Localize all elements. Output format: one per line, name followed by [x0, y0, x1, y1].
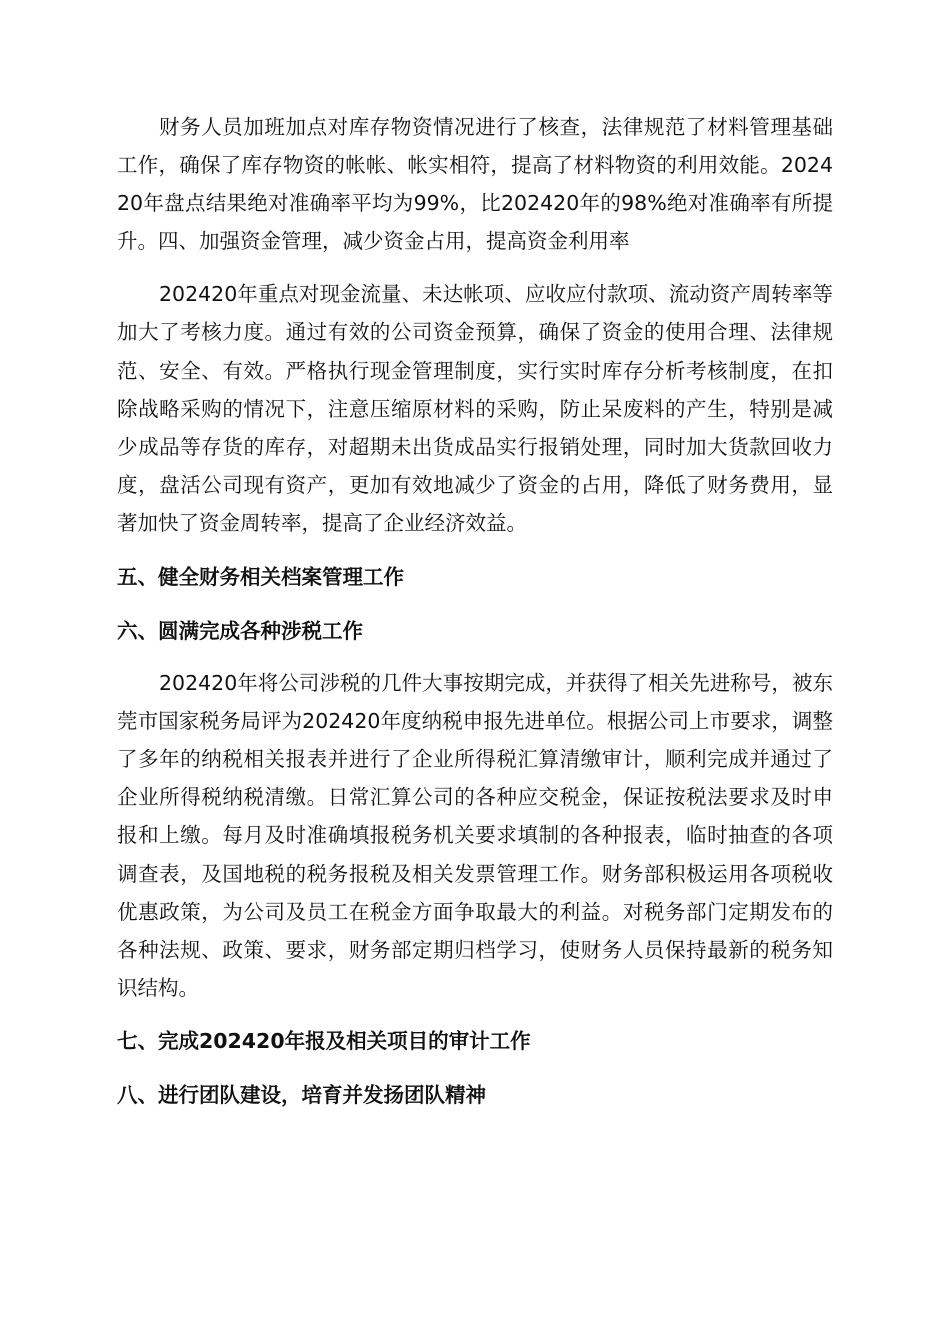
document-page — [117, 108, 833, 1114]
section-heading-archives: 五、健全财务相关档案管理工作 — [117, 565, 404, 590]
body-paragraph-inventory: 财务人员加班加点对库存物资情况进行了核查，法律规范了材料管理基础工作，确保了库存物资的帐帐、帐实相符，提高了材料物资的利用效能。202420年盘点结果绝对准确率平均为99%，比202420年的98%绝对准确率有所提升。四、加强资金管理，减少资金占用，提高资金利用率 — [117, 115, 833, 254]
section-heading-team: 八、进行团队建设，培育并发扬团队精神 — [117, 1082, 486, 1107]
body-paragraph-tax-work: 202420年将公司涉税的几件大事按期完成，并获得了相关先进称号，被东莞市国家税务局评为202420年度纳税申报先进单位。根据公司上市要求，调整了多年的纳税相关报表并进行了企业所得税汇算清缴审计，顺利完成并通过了企业所得税纳税清缴。日常汇算公司的各种应交税金，保证按税法要求及时申报和上缴。每月及时准确填报税务机关要求填制的各种报表，临时抽查的各项调查表，及国地税的税务报税及相关发票管理工作。财务部积极运用各项税收优惠政策，为公司及员工在税金方面争取最大的利益。对税务部门定期发布的各种法规、政策、要求，财务部定期归档学习，使财务人员保持最新的税务知识结构。 — [117, 671, 833, 1000]
section-heading-tax: 六、圆满完成各种涉税工作 — [117, 619, 363, 644]
section-heading-audit: 七、完成202420年报及相关项目的审计工作 — [117, 1028, 531, 1053]
body-paragraph-cash-management: 202420年重点对现金流量、未达帐项、应收应付款项、流动资产周转率等加大了考核力度。通过有效的公司资金预算，确保了资金的使用合理、法律规范、安全、有效。严格执行现金管理制度，实行实时库存分析考核制度，在扣除战略采购的情况下，注意压缩原材料的采购，防止呆废料的产生，特别是减少成品等存货的库存，对超期未出货成品实行报销处理，同时加大货款回收力度，盘活公司现有资产，更加有效地减少了资金的占用，降低了财务费用，显著加快了资金周转率，提高了企业经济效益。 — [117, 282, 833, 535]
